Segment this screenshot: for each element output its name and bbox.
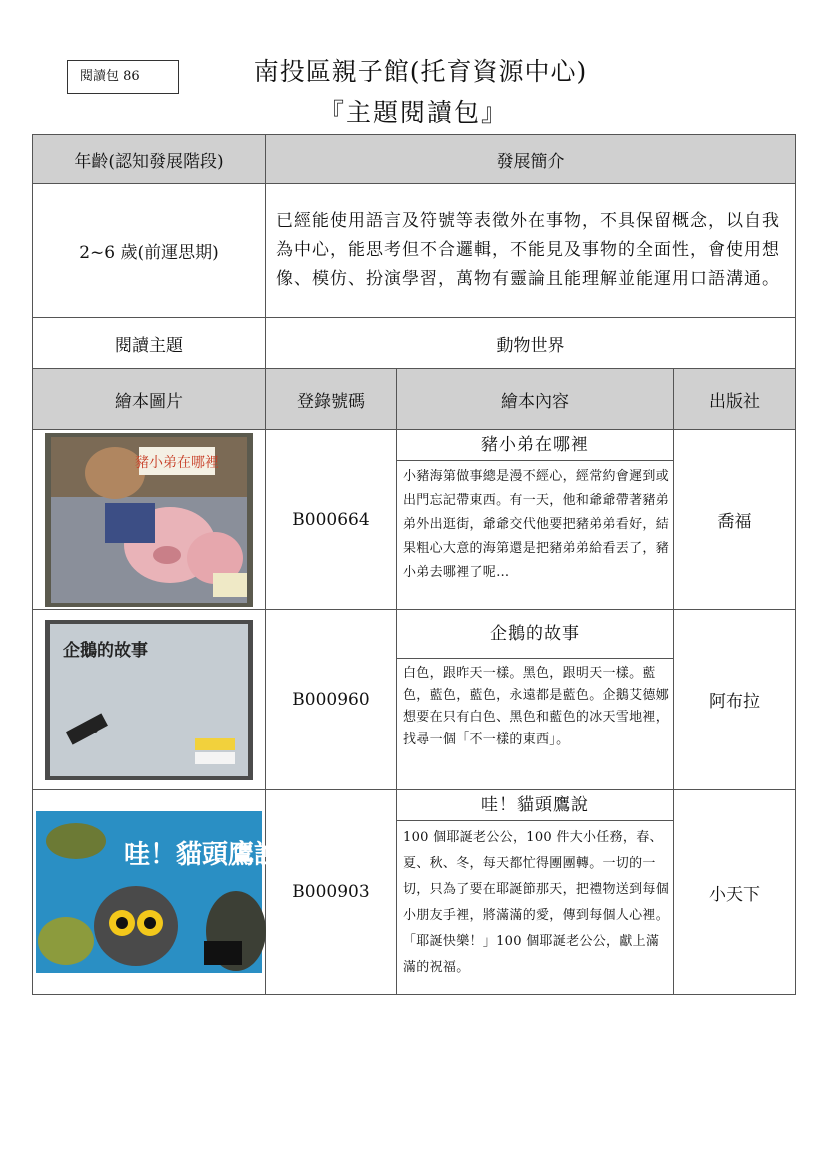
- book-row: [33, 610, 796, 790]
- cover-title-text: 企鵝的故事: [63, 640, 148, 661]
- page-title: 南投區親子館(托育資源中心): [253, 57, 588, 86]
- page-subtitle: 『主題閱讀包』: [318, 98, 508, 127]
- book-cover-pig: [45, 433, 253, 607]
- cover-title-text: 豬小弟在哪裡: [135, 454, 219, 471]
- book-summary: 小豬海第做事總是漫不經心，經常約會遲到或出門忘記帶東西。有一天，他和爺爺帶著豬弟弟外出逛街，爺爺交代他要把豬弟弟看好，結果粗心大意的海第還是把豬弟弟給看丟了，豬小弟去哪裡了呢…: [403, 469, 670, 580]
- book-publisher: 阿布拉: [674, 610, 796, 790]
- book-summary: 白色，跟昨天一樣。黑色，跟明天一樣。藍色，藍色，藍色，永遠都是藍色。企鵝艾德娜想要在只有白色、黑色和藍色的冰天雪地裡，找尋一個「不一樣的東西」。: [403, 666, 670, 747]
- book-publisher: 喬福: [674, 430, 796, 610]
- book-row: [33, 790, 796, 995]
- book-title: 哇！貓頭鷹說: [397, 790, 673, 821]
- book-summary: 100 個耶誕老公公，100 件大小任務，春、夏、秋、冬，每天都忙得團團轉。一切的一切，只為了要在耶誕節那天，把禮物送到每個小朋友手裡，將滿滿的愛，傳到每個人心裡。「耶誕快樂！」100 個耶誕老公公，獻上滿滿的祝福。: [403, 830, 670, 975]
- book-cover-penguin: [45, 620, 253, 780]
- theme-label: 閱讀主題: [33, 318, 266, 369]
- column-header-content: 繪本內容: [397, 369, 674, 430]
- theme-value: 動物世界: [266, 318, 796, 369]
- book-cover-cell: [33, 610, 266, 790]
- age-header: 年齡(認知發展階段): [33, 135, 266, 184]
- reading-pack-table: [32, 134, 796, 995]
- book-publisher: 小天下: [674, 790, 796, 995]
- development-header: 發展簡介: [266, 135, 796, 184]
- book-code: B000960: [266, 610, 397, 790]
- pack-number-badge: 閱讀包 86: [67, 60, 179, 94]
- book-cover-owl: [36, 811, 281, 973]
- book-content-cell: [397, 790, 674, 995]
- column-header-image: 繪本圖片: [33, 369, 266, 430]
- age-value: 2~6 歲(前運思期): [33, 184, 266, 318]
- book-title: 豬小弟在哪裡: [397, 430, 673, 461]
- book-code: B000664: [266, 430, 397, 610]
- book-row: [33, 430, 796, 610]
- cover-title-text: 哇！貓頭鷹說: [124, 840, 281, 870]
- book-cover-cell: [33, 430, 266, 610]
- column-header-code: 登錄號碼: [266, 369, 397, 430]
- book-cover-cell: [33, 790, 281, 995]
- book-content-cell: [397, 610, 674, 790]
- development-text: 已經能使用語言及符號等表徵外在事物，不具保留概念，以自我為中心，能思考但不合邏輯，不能見及事物的全面性，會使用想像、模仿、扮演學習，萬物有靈論且能理解並能運用口語溝通。: [266, 184, 796, 318]
- book-title: 企鵝的故事: [397, 610, 673, 659]
- column-header-publisher: 出版社: [674, 369, 796, 430]
- book-code: B000903: [266, 790, 397, 995]
- book-content-cell: [397, 430, 674, 610]
